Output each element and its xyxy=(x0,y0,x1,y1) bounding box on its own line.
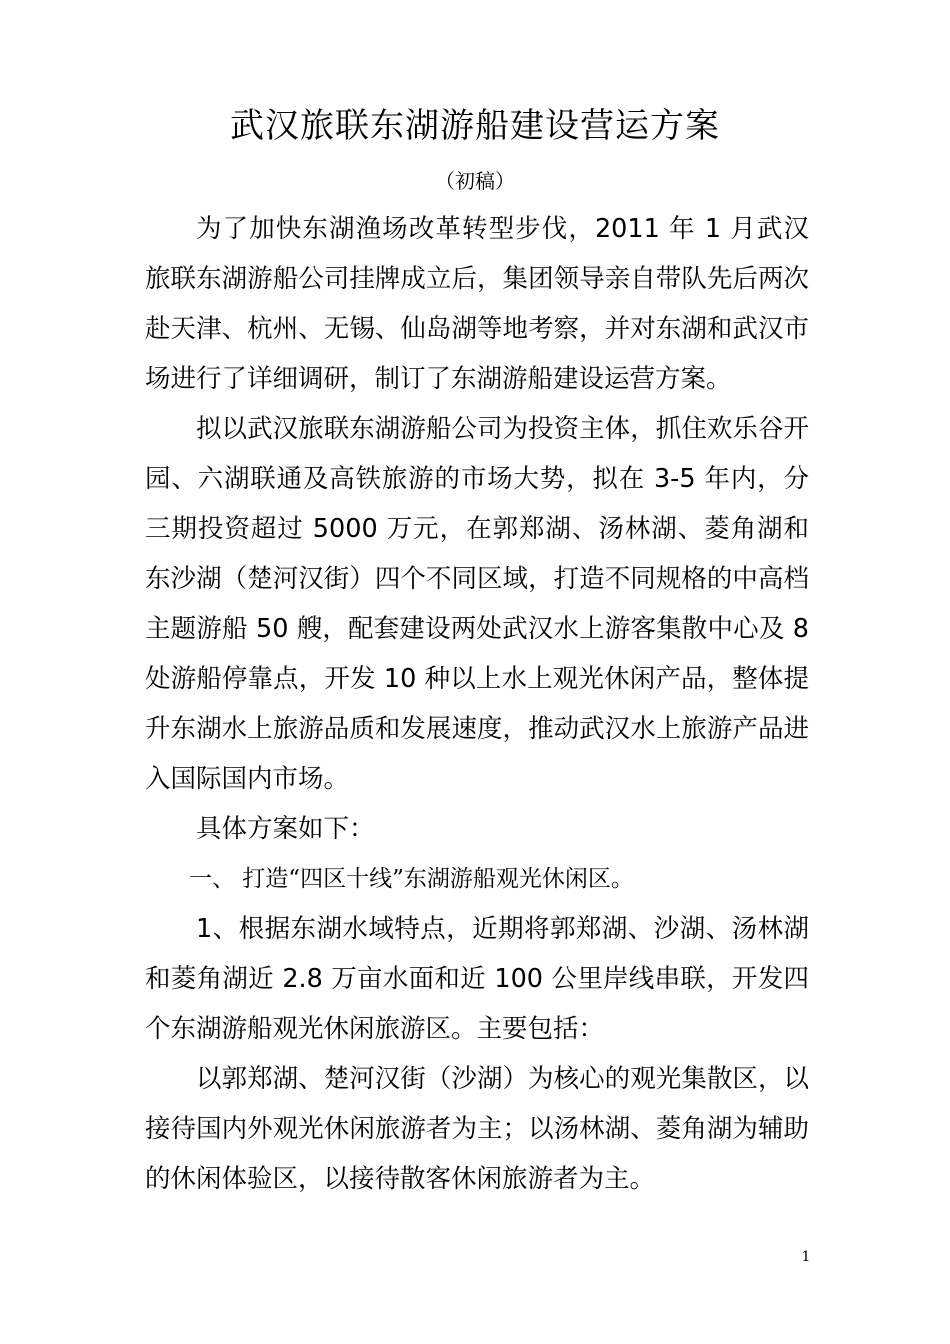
document-title: 武汉旅联东湖游船建设营运方案 xyxy=(230,106,720,146)
paragraph-section-1-item-1: 1、根据东湖水域特点，近期将郭郑湖、沙湖、汤林湖和菱角湖近 2.8 万亩水面和近 100 公里岸线串联，开发四个东湖游船观光休闲旅游区。主要包括： xyxy=(145,914,809,1044)
paragraph-intro: 为了加快东湖渔场改革转型步伐，2011 年 1 月武汉旅联东湖游船公司挂牌成立后，集团领导亲自带队先后两次赴天津、杭州、无锡、仙岛湖等地考察，并对东湖和武汉市场进行了详细调研，制订了东湖游船建设运营方案。 xyxy=(145,214,809,394)
paragraph-investment-plan: 拟以武汉旅联东湖游船公司为投资主体，抓住欢乐谷开园、六湖联通及高铁旅游的市场大势，拟在 3-5 年内，分三期投资超过 5000 万元，在郭郑湖、汤林湖、菱角湖和东沙湖（楚河汉街）四个不同区域，打造不同规格的中高档主题游船 50 艘，配套建设两处武汉水上游客集散中心及 8 处游船停靠点，开发 10 种以上水上观光休闲产品，整体提升东湖水上旅游品质和发展速度，推动武汉水上旅游产品进入国际国内市场。 xyxy=(145,414,809,794)
paragraph-plan-lead: 具体方案如下： xyxy=(196,814,375,844)
paragraph-section-1-zones: 以郭郑湖、楚河汉街（沙湖）为核心的观光集散区，以接待国内外观光休闲旅游者为主；以汤林湖、菱角湖为辅助的休闲体验区，以接待散客休闲旅游者为主。 xyxy=(145,1064,809,1194)
document-body xyxy=(145,204,809,1204)
section-heading-1: 一、 打造“四区十线”东湖游船观光休闲区。 xyxy=(189,866,634,892)
document-subtitle: （初稿） xyxy=(435,169,515,193)
page-number: 1 xyxy=(801,1249,811,1265)
